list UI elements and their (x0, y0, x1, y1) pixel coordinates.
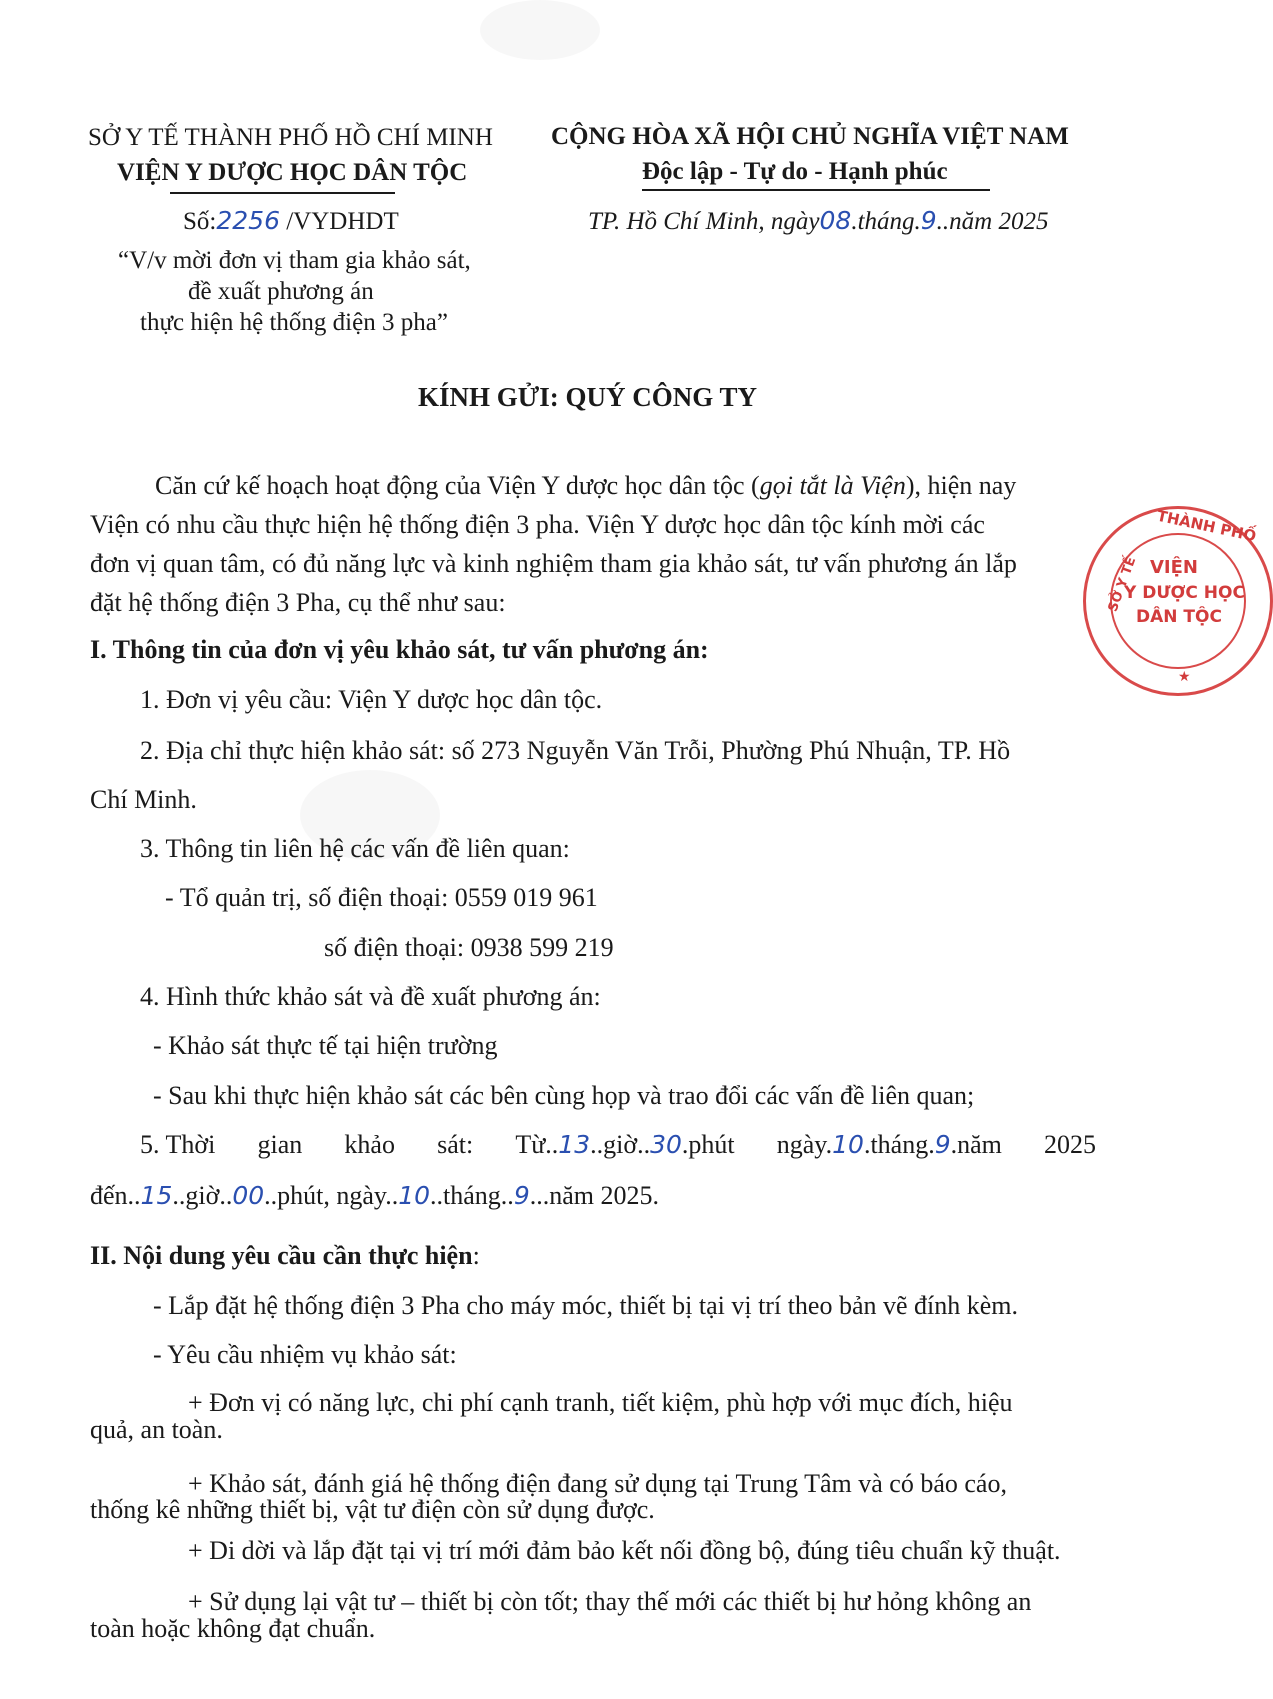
requirement-3: + Di dời và lắp đặt tại vị trí mới đảm bảo kết nối đồng bộ, đúng tiêu chuẩn kỹ thuật. (188, 1536, 1061, 1565)
header-right-underline (642, 189, 990, 191)
document-number (183, 205, 399, 237)
requirement-2-line-1: + Khảo sát, đánh giá hệ thống điện đang sử dụng tại Trung Tâm và có báo cáo, (188, 1469, 1007, 1498)
seal-star-icon: ★ (1178, 669, 1191, 685)
header-left-underline (170, 192, 395, 194)
from-day-handwritten: 10 (832, 1130, 864, 1159)
intro-line-1: Căn cứ kế hoạch hoạt động của Viện Y dược học dân tộc (gọi tắt là Viện), hiện nay (155, 471, 1017, 500)
section-1-item-4a: - Khảo sát thực tế tại hiện trường (153, 1031, 498, 1060)
section-1-item-2-cont: Chí Minh. (90, 785, 197, 814)
intro-line-3: đơn vị quan tâm, có đủ năng lực và kinh nghiệm tham gia khảo sát, tư vấn phương án lắp (90, 549, 1017, 578)
survey-time-line: 5. Thời gian khảo sát: Từ..13..giờ..30.phút ngày.10.tháng.9.năm 2025 (140, 1130, 1096, 1159)
intro-line-2: Viện có nhu cầu thực hiện hệ thống điện 3 pha. Viện Y dược học dân tộc kính mời các (90, 510, 985, 539)
to-month-handwritten: 9 (513, 1181, 530, 1210)
to-hour-handwritten: 15 (140, 1181, 173, 1210)
section-1-item-4b: - Sau khi thực hiện khảo sát các bên cùng họp và trao đổi các vấn đề liên quan; (153, 1081, 975, 1110)
salutation-heading: KÍNH GỬI: QUÝ CÔNG TY (418, 382, 758, 412)
section-1-item-3: 3. Thông tin liên hệ các vấn đề liên quan: (140, 834, 570, 863)
contact-line-1: - Tổ quản trị, số điện thoại: 0559 019 961 (165, 883, 598, 912)
to-minute-handwritten: 00 (232, 1181, 265, 1210)
section-2-item-a: - Lắp đặt hệ thống điện 3 Pha cho máy móc, thiết bị tại vị trí theo bản vẽ đính kèm. (153, 1291, 1019, 1320)
country-name: CỘNG HÒA XÃ HỘI CHỦ NGHĨA VIỆT NAM (551, 123, 1069, 150)
scan-smudge (480, 0, 600, 60)
subject-line-1: “V/v mời đơn vị tham gia khảo sát, (118, 247, 471, 274)
section-2-heading: II. Nội dung yêu cầu cần thực hiện: (90, 1241, 480, 1270)
issue-date: TP. Hồ Chí Minh, ngày08.tháng.9..năm 2025 (588, 206, 1049, 235)
section-1-item-1: 1. Đơn vị yêu cầu: Viện Y dược học dân tộc. (140, 685, 603, 714)
institute-name: VIỆN Y DƯỢC HỌC DÂN TỘC (117, 159, 468, 186)
from-hour-handwritten: 13 (558, 1130, 591, 1159)
section-1-item-4: 4. Hình thức khảo sát và đề xuất phương án: (140, 982, 601, 1011)
doc-prefix: Số: (183, 208, 217, 235)
subject-line-3: thực hiện hệ thống điện 3 pha” (140, 309, 448, 336)
doc-suffix: /VYDHDT (286, 208, 399, 235)
section-2-item-b: - Yêu cầu nhiệm vụ khảo sát: (153, 1340, 457, 1369)
requirement-2-line-2: thống kê những thiết bị, vật tư điện còn sử dụng được. (90, 1495, 655, 1524)
requirement-1-line-2: quả, an toàn. (90, 1415, 223, 1444)
date-month-handwritten: 9 (920, 206, 937, 235)
department-name: SỞ Y TẾ THÀNH PHỐ HỒ CHÍ MINH (88, 124, 493, 151)
contact-line-2: số điện thoại: 0938 599 219 (324, 933, 614, 962)
official-seal: THÀNH PHỐ SỞ Y TẾ VIỆN Y DƯỢC HỌC DÂN TỘC ★ (1083, 506, 1273, 696)
date-day-handwritten: 08 (819, 206, 852, 235)
to-day-handwritten: 10 (398, 1181, 431, 1210)
requirement-4-line-1: + Sử dụng lại vật tư – thiết bị còn tốt; thay thế mới các thiết bị hư hỏng không an (188, 1587, 1032, 1616)
from-month-handwritten: 9 (934, 1130, 951, 1159)
survey-time-line-end: đến..15..giờ..00..phút, ngày..10..tháng..9...năm 2025. (90, 1181, 659, 1210)
national-motto: Độc lập - Tự do - Hạnh phúc (642, 158, 948, 185)
section-1-heading: I. Thông tin của đơn vị yêu khảo sát, tư vấn phương án: (90, 635, 709, 664)
from-minute-handwritten: 30 (650, 1130, 682, 1159)
requirement-4-line-2: toàn hoặc không đạt chuẩn. (90, 1614, 376, 1643)
requirement-1-line-1: + Đơn vị có năng lực, chi phí cạnh tranh, tiết kiệm, phù hợp với mục đích, hiệu (188, 1388, 1013, 1417)
subject-line-2: đề xuất phương án (188, 278, 374, 305)
section-1-item-2: 2. Địa chỉ thực hiện khảo sát: số 273 Nguyễn Văn Trỗi, Phường Phú Nhuận, TP. Hồ (140, 736, 1011, 765)
doc-number-handwritten: 2256 (216, 206, 280, 235)
intro-line-4: đặt hệ thống điện 3 Pha, cụ thể như sau: (90, 588, 506, 617)
